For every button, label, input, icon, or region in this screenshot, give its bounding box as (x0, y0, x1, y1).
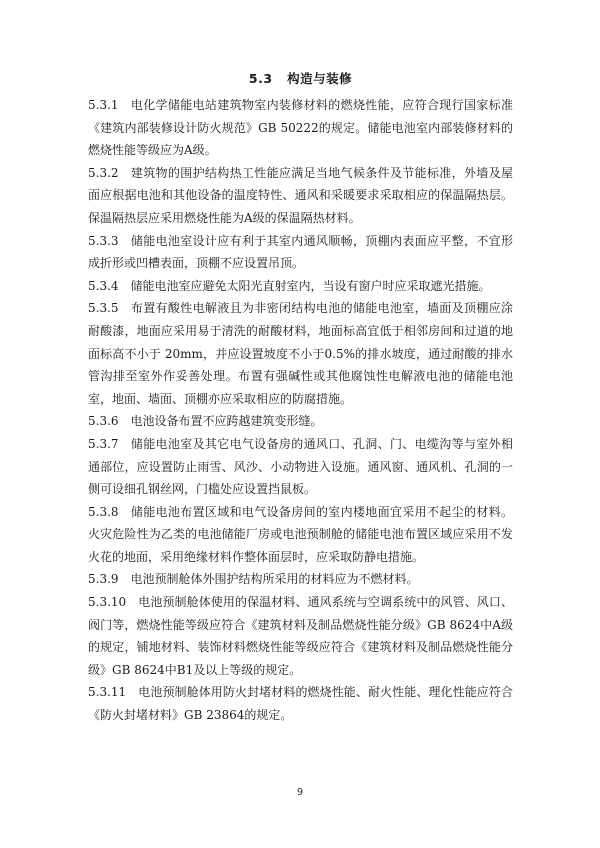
section-title (88, 68, 513, 90)
clause-number: 5.3.9 (88, 572, 119, 587)
clause-number: 5.3.2 (88, 165, 119, 180)
clause-text: 电化学储能电站建筑物室内装修材料的燃烧性能，应符合现行国家标准《建筑内部装修设计防火规范》GB 50222的规定。储能电池室内部装修材料的燃烧性能等级应为A级。 (88, 98, 513, 158)
section-number: 5.3 (248, 71, 273, 86)
clause-5-3-7 (88, 433, 513, 501)
clause-number: 5.3.11 (88, 685, 127, 700)
document-body (88, 68, 513, 727)
clause-text: 储能电池室设计应有利于其室内通风顺畅，顶棚内表面应平整，不宜形成折形或凹槽表面，顶棚不应设置吊顶。 (88, 233, 513, 271)
page-number: 9 (296, 787, 304, 798)
clause-5-3-9 (88, 568, 513, 591)
clause-number: 5.3.3 (88, 233, 119, 248)
clause-text: 电池预制舱体用防火封堵材料的燃烧性能、耐火性能、理化性能应符合《防火封堵材料》GB 23864的规定。 (88, 685, 513, 723)
clause-5-3-1 (88, 94, 513, 162)
clause-number: 5.3.6 (88, 414, 119, 429)
clause-text: 储能电池室及其它电气设备房的通风口、孔洞、门、电缆沟等与室外相通部位，应设置防止雨雪、风沙、小动物进入设施。通风窗、通风机、孔洞的一侧可设细孔钢丝网，门槛处应设置挡鼠板。 (88, 436, 513, 497)
section-heading: 构造与装修 (287, 71, 353, 86)
clause-number: 5.3.5 (88, 301, 119, 316)
clause-number: 5.3.10 (88, 595, 127, 610)
clause-number: 5.3.1 (88, 98, 119, 112)
clause-text: 电池预制舱体外围护结构所采用的材料应为不燃材料。 (130, 572, 419, 587)
clause-number: 5.3.8 (88, 504, 119, 519)
clause-text: 电池设备布置不应跨越建筑变形缝。 (130, 414, 323, 429)
clause-text: 建筑物的围护结构热工性能应满足当地气候条件及节能标准，外墙及屋面应根据电池和其他设备的温度特性、通风和采暖要求采取相应的保温隔热层。保温隔热层应采用燃烧性能为A级的保温隔热材料。 (88, 165, 513, 225)
clause-5-3-5 (88, 297, 513, 410)
clause-text: 布置有酸性电解液且为非密闭结构电池的储能电池室，墙面及顶棚应涂耐酸漆，地面应采用易于清洗的耐酸材料，地面标高宜低于相邻房间和过道的地面标高不小于 20mm，并应设置坡度不小于0.5%的排水坡度，通过耐酸的排水管沟排至室外作妥善处理。布置有强碱性或其他腐蚀性电解液电池的储能电池室，地面、墙面、顶棚亦应采取相应的防腐措施。 (88, 301, 513, 406)
clause-5-3-2 (88, 162, 513, 230)
clause-number: 5.3.7 (88, 436, 119, 451)
clause-text: 储能电池布置区域和电气设备房间的室内楼地面宜采用不起尘的材料。火灾危险性为乙类的电池储能厂房或电池预制舱的储能电池布置区域应采用不发火花的地面，采用绝缘材料作整体面层时，应采取防静电措施。 (88, 504, 513, 564)
clause-5-3-3 (88, 230, 513, 275)
clause-text: 电池预制舱体使用的保温材料、通风系统与空调系统中的风管、风口、阀门等，燃烧性能等级应符合《建筑材料及制品燃烧性能分级》GB 8624中A级的规定，铺地材料、装饰材料燃烧性能等级应符合《建筑材料及制品燃烧性能分级》GB 8624中B1及以上等级的规定。 (88, 595, 513, 677)
clause-5-3-6 (88, 410, 513, 433)
clause-number: 5.3.4 (88, 278, 119, 293)
clause-5-3-10 (88, 591, 513, 681)
clause-5-3-8 (88, 501, 513, 569)
clause-5-3-4 (88, 275, 513, 298)
clause-5-3-11 (88, 681, 513, 726)
clause-text: 储能电池室应避免太阳光直射室内，当设有窗户时应采取遮光措施。 (130, 278, 491, 293)
